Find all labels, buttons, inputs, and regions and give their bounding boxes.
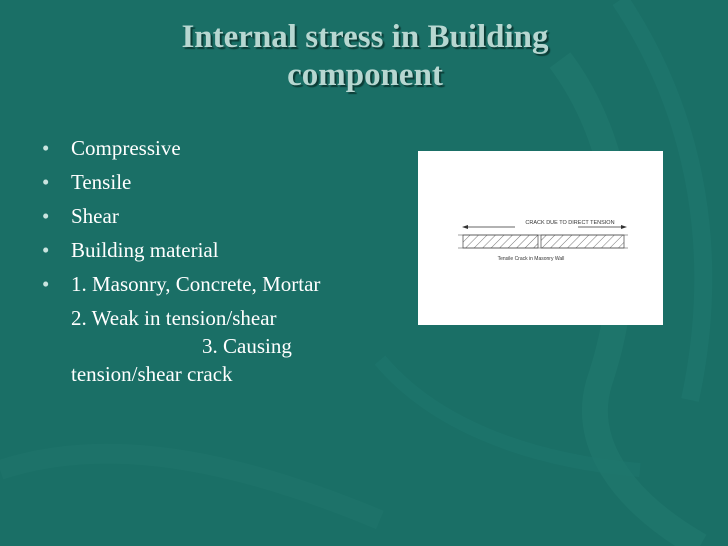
figure-label-top: CRACK DUE TO DIRECT TENSION — [525, 220, 615, 226]
bullet-item: • Compressive — [42, 134, 422, 162]
arrow-left-head — [462, 225, 468, 229]
arrow-right-head — [621, 225, 627, 229]
bullet-item: • 1. Masonry, Concrete, Mortar — [42, 270, 422, 298]
slide-title — [80, 18, 650, 94]
figure-drawing — [418, 151, 663, 325]
tensile-crack-figure — [418, 151, 663, 325]
continuation-line-1: 2. Weak in tension/shear — [71, 306, 277, 330]
bullet-continuation — [42, 304, 422, 388]
bullet-item: • Building material — [42, 236, 422, 264]
wall-segment-right — [541, 235, 624, 248]
continuation-line-3: tension/shear crack — [71, 362, 233, 386]
figure-label-bottom: Tensile Crack in Masonry Wall — [497, 256, 565, 262]
bullet-list — [42, 134, 422, 394]
title-line-2: component — [287, 57, 443, 93]
bullet-item: • Tensile — [42, 168, 422, 196]
title-line-1: Internal stress in Building — [181, 19, 549, 55]
wall-segment-left — [463, 235, 538, 248]
continuation-line-2: 3. Causing — [202, 334, 292, 358]
bullet-item: • Shear — [42, 202, 422, 230]
